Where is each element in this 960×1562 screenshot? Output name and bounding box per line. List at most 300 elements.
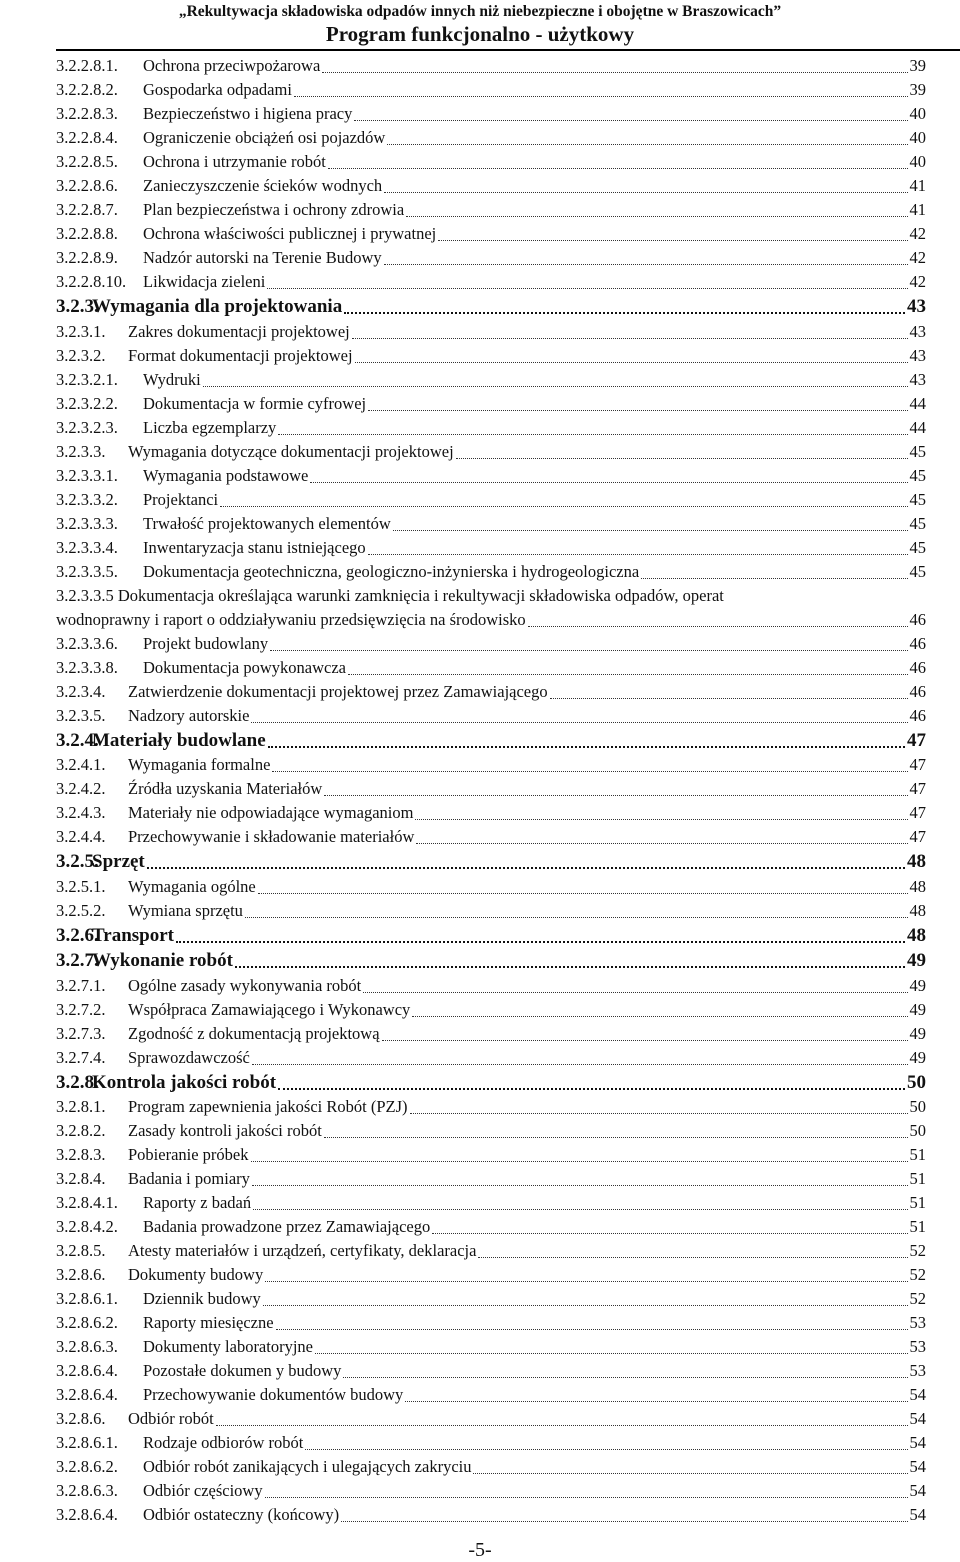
toc-entry[interactable] (56, 1239, 926, 1263)
toc-entry-page: 49 (909, 1047, 926, 1067)
dot-leader (438, 240, 907, 241)
toc-entry-page: 45 (909, 441, 926, 461)
toc-entry-title: Dokumenty budowy (128, 1265, 264, 1284)
toc-entry-page: 48 (909, 900, 926, 920)
toc-entry[interactable] (56, 78, 926, 102)
dot-leader (387, 144, 907, 145)
toc-entry[interactable] (56, 1383, 926, 1407)
toc-entry-number: 3.2.3.3.8. (56, 657, 118, 677)
dot-leader (641, 578, 907, 579)
toc-entry-title: Likwidacja zieleni (143, 272, 266, 291)
toc-entry[interactable] (56, 1022, 926, 1046)
toc-entry-page: 45 (909, 537, 926, 557)
toc-entry-number: 3.2.6. (56, 924, 99, 946)
dot-leader (478, 1257, 907, 1258)
toc-entry-page: 43 (909, 369, 926, 389)
toc-entry[interactable] (56, 825, 926, 849)
dot-leader (322, 72, 907, 73)
toc-entry[interactable] (56, 1335, 926, 1359)
dot-leader (416, 843, 907, 844)
dot-leader (410, 1113, 908, 1114)
toc-entry-page: 42 (909, 272, 926, 291)
toc-entry-page: 52 (909, 1265, 926, 1284)
toc-entry-page: 50 (909, 1121, 926, 1140)
toc-entry-number: 3.2.3.3.6. (56, 633, 118, 653)
toc-entry[interactable] (56, 1095, 926, 1119)
toc-entry-page: 45 (909, 465, 926, 485)
dot-leader (550, 698, 908, 699)
toc-entry-title: Materiały budowlane (92, 729, 266, 751)
toc-entry-title: Dziennik budowy (143, 1289, 261, 1308)
toc-entry-title: Zgodność z dokumentacją projektową (128, 1023, 380, 1043)
toc-entry[interactable] (56, 198, 926, 222)
toc-entry-number: 3.2.3.2. (56, 345, 106, 365)
toc-entry-title: Atesty materiałów i urządzeń, certyfikaty, deklaracja (128, 1241, 477, 1260)
toc-entry-page: 40 (909, 104, 926, 123)
toc-entry[interactable] (56, 704, 926, 728)
toc-entry-number: 3.2.2.8.3. (56, 104, 118, 123)
dot-leader (412, 1016, 907, 1017)
dot-leader (382, 1040, 908, 1041)
toc-entry-title: Sprzęt (92, 851, 145, 872)
toc-entry[interactable] (56, 1287, 926, 1311)
toc-entry-title: wodnoprawny i raport o oddziaływaniu przedsięwzięcia na środowisko (56, 609, 526, 629)
dot-leader (251, 722, 907, 723)
toc-entry-page: 54 (909, 1481, 926, 1500)
toc-entry[interactable] (56, 344, 926, 368)
dot-leader (270, 650, 907, 651)
toc-entry-page: 48 (909, 876, 926, 896)
toc-entry-page: 44 (909, 417, 926, 437)
toc-entry-page: 54 (909, 1505, 926, 1524)
dot-leader (310, 482, 907, 483)
toc-entry-number: 3.2.7. (56, 950, 99, 971)
toc-entry-page: 45 (909, 489, 926, 509)
dot-leader (456, 458, 908, 459)
toc-entry[interactable] (56, 54, 926, 78)
toc-entry-title: Wymiana sprzętu (128, 900, 243, 920)
toc-entry[interactable] (56, 1070, 926, 1096)
dot-leader (315, 1353, 908, 1354)
toc-entry-number: 3.2.3.2.3. (56, 417, 118, 437)
toc-entry[interactable] (56, 1263, 926, 1287)
toc-entry-page: 48 (907, 924, 926, 946)
toc-entry[interactable] (56, 150, 926, 174)
toc-entry-page: 45 (909, 561, 926, 581)
toc-entry-number: 3.2.8.6.3. (56, 1337, 118, 1356)
dot-leader (363, 992, 907, 993)
toc-entry-number: 3.2.4.1. (56, 755, 106, 774)
toc-entry-page: 46 (909, 705, 926, 725)
toc-entry-title: Wymagania formalne (128, 755, 271, 774)
toc-entry[interactable] (56, 899, 926, 923)
toc-entry-title: Badania i pomiary (128, 1169, 250, 1188)
toc-entry-title: Projektanci (143, 489, 219, 509)
toc-entry[interactable] (56, 1311, 926, 1335)
dot-leader (354, 120, 907, 121)
toc-entry-title: Format dokumentacji projektowej (128, 345, 353, 365)
toc-entry[interactable] (56, 536, 926, 560)
toc-entry[interactable] (56, 1143, 926, 1167)
toc-entry-title: Transport (92, 924, 174, 946)
toc-entry-number: 3.2.3.2.2. (56, 393, 118, 413)
toc-entry-page: 46 (909, 681, 926, 701)
dot-leader (278, 1088, 905, 1090)
dot-leader (348, 674, 908, 675)
toc-entry-number: 3.2.2.8.6. (56, 176, 118, 195)
toc-entry-title: Wymagania podstawowe (143, 465, 309, 485)
dot-leader (343, 1377, 907, 1378)
toc-entry[interactable] (56, 1455, 926, 1479)
toc-entry[interactable] (56, 512, 926, 536)
toc-entry-number: 3.2.3.3.4. (56, 537, 118, 557)
toc-entry-page: 47 (909, 827, 926, 846)
dot-leader (216, 1425, 908, 1426)
toc-entry-title: Plan bezpieczeństwa i ochrony zdrowia (143, 200, 405, 219)
toc-entry-number: 3.2.8. (56, 1071, 99, 1093)
toc-entry[interactable] (56, 801, 926, 825)
toc-entry-number: 3.2.2.8.10. (56, 272, 127, 291)
toc-entry-number: 3.2.2.8.2. (56, 80, 118, 99)
dot-leader (384, 264, 908, 265)
toc-entry[interactable] (56, 1119, 926, 1143)
toc-entry-number: 3.2.4. (56, 729, 99, 751)
toc-entry[interactable] (56, 1359, 926, 1383)
toc-entry-page: 53 (909, 1337, 926, 1356)
toc-entry-page: 43 (909, 321, 926, 341)
toc-entry[interactable] (56, 998, 926, 1022)
toc-entry-page: 47 (907, 729, 926, 751)
toc-entry-page: 42 (909, 248, 926, 267)
toc-entry-title: Pozostałe dokumen y budowy (143, 1361, 342, 1380)
dot-leader (393, 530, 908, 531)
toc-entry[interactable] (56, 923, 926, 949)
toc-entry[interactable] (56, 1503, 926, 1527)
toc-entry-number: 3.2.3.4. (56, 681, 106, 701)
toc-entry-page: 53 (909, 1361, 926, 1380)
toc-entry[interactable] (56, 560, 926, 584)
toc-entry[interactable] (56, 246, 926, 270)
toc-entry-number: 3.2.3.3.3. (56, 513, 118, 533)
toc-entry[interactable] (56, 416, 926, 440)
toc-entry-page: 52 (909, 1241, 926, 1260)
toc-entry[interactable] (56, 368, 926, 392)
toc-entry-number: 3.2.3.3.5. (56, 561, 118, 581)
toc-entry[interactable] (56, 294, 926, 320)
toc-entry-page: 39 (909, 80, 926, 99)
toc-entry-number: 3.2.5. (56, 851, 99, 872)
toc-entry[interactable] (56, 1167, 926, 1191)
toc-entry-number: 3.2.5.2. (56, 900, 106, 920)
toc-entry[interactable] (56, 222, 926, 246)
toc-entry-number: 3.2.4.4. (56, 827, 106, 846)
toc-entry-title: Wymagania dotyczące dokumentacji projektowej (128, 441, 454, 461)
toc-entry-number: 3.2.5.1. (56, 876, 106, 896)
toc-entry-number: 3.2.3.1. (56, 321, 106, 341)
toc-entry-title: Odbiór częściowy (143, 1481, 263, 1500)
dot-leader (344, 312, 905, 314)
toc-entry-number: 3.2.2.8.1. (56, 56, 118, 75)
toc-entry-title: Źródła uzyskania Materiałów (128, 779, 323, 798)
dot-leader (258, 893, 908, 894)
toc-entry[interactable] (56, 656, 926, 680)
toc-entry-number: 3.2.3.3.2. (56, 489, 118, 509)
toc-entry[interactable] (56, 488, 926, 512)
toc-entry-number: 3.2.8.6.1. (56, 1289, 118, 1308)
toc-entry-title: Badania prowadzone przez Zamawiającego (143, 1217, 431, 1236)
toc-entry-page: 46 (909, 657, 926, 677)
dot-leader (352, 338, 908, 339)
dot-leader (384, 192, 907, 193)
toc-entry-page: 45 (909, 513, 926, 533)
toc-entry-title: Przechowywanie dokumentów budowy (143, 1385, 404, 1404)
toc-entry-page: 46 (909, 633, 926, 653)
toc-entry-number: 3.2.3.2.1. (56, 369, 118, 389)
dot-leader (203, 386, 908, 387)
toc-entry-number: 3.2.2.8.5. (56, 152, 118, 171)
toc-entry-number: 3.2.8.2. (56, 1121, 106, 1140)
toc-entry-title: Zatwierdzenie dokumentacji projektowej przez Zamawiającego (128, 681, 548, 701)
toc-entry-number: 3.2.8.5. (56, 1241, 106, 1260)
toc-entry-page: 49 (909, 975, 926, 995)
dot-leader (245, 917, 908, 918)
toc-entry[interactable] (56, 1215, 926, 1239)
toc-entry-title: Ochrona przeciwpożarowa (143, 56, 321, 75)
toc-entry-number: 3.2.4.3. (56, 803, 106, 822)
dot-leader (235, 966, 905, 968)
dot-leader (265, 1497, 908, 1498)
toc-entry-title: Pobieranie próbek (128, 1145, 249, 1164)
toc-entry-title: Wymagania ogólne (128, 876, 256, 896)
toc-entry-number: 3.2.8.4. (56, 1169, 106, 1188)
toc-entry-page: 43 (907, 296, 926, 317)
dot-leader (406, 216, 907, 217)
toc-entry-title: Odbiór robót (128, 1409, 214, 1428)
toc-entry-number: 3.2.8.6.4. (56, 1385, 118, 1404)
toc-entry[interactable] (56, 464, 926, 488)
dot-leader (253, 1209, 907, 1210)
toc-entry-page: 49 (909, 1023, 926, 1043)
toc-entry-title: Zasady kontroli jakości robót (128, 1121, 322, 1140)
toc-entry-title: Nadzory autorskie (128, 705, 250, 725)
toc-entry-title: Dokumenty laboratoryjne (143, 1337, 313, 1356)
toc-entry[interactable] (56, 174, 926, 198)
toc-entry[interactable] (56, 1479, 926, 1503)
dot-leader (147, 867, 905, 869)
toc-entry-page: 40 (909, 152, 926, 171)
toc-entry-page: 43 (909, 345, 926, 365)
toc-entry-title: Sprawozdawczość (128, 1047, 250, 1067)
toc-entry-page: 41 (909, 200, 926, 219)
toc-entry-number: 3.2.2.8.8. (56, 224, 118, 243)
toc-entry[interactable] (56, 632, 926, 656)
toc-entry-number: 3.2.8.3. (56, 1145, 106, 1164)
toc-entry-title: Liczba egzemplarzy (143, 417, 277, 437)
toc-entry-title: Wykonanie robót (92, 950, 233, 971)
toc-entry-page: 39 (909, 56, 926, 75)
toc-entry-title: Kontrola jakości robót (92, 1071, 277, 1093)
toc-entry-title: Projekt budowlany (143, 633, 269, 653)
toc-entry-page: 50 (907, 1071, 926, 1093)
toc-entry[interactable] (56, 126, 926, 150)
dot-leader (415, 819, 907, 820)
dot-leader (267, 288, 907, 289)
toc-entry-page: 54 (909, 1457, 926, 1476)
toc-entry-title: Program zapewnienia jakości Robót (PZJ) (128, 1097, 408, 1116)
toc-entry-title: Gospodarka odpadami (143, 80, 292, 99)
toc-entry[interactable] (56, 948, 926, 974)
toc-entry-title: Współpraca Zamawiającego i Wykonawcy (128, 999, 411, 1019)
toc-entry-number: 3.2.8.6. (56, 1265, 106, 1284)
toc-entry-number: 3.2.3. (56, 296, 99, 317)
toc-entry[interactable] (56, 1431, 926, 1455)
toc-entry-title: Odbiór ostateczny (końcowy) (143, 1505, 340, 1524)
toc-entry-title: Inwentaryzacja stanu istniejącego (143, 537, 366, 557)
toc-entry-title: Ogólne zasady wykonywania robót (128, 975, 362, 995)
toc-entry-number: 3.2.8.6.1. (56, 1433, 118, 1452)
toc-entry-title: Dokumentacja geotechniczna, geologiczno-inżynierska i hydrogeologiczna (143, 561, 640, 581)
toc-entry-page: 47 (909, 803, 926, 822)
toc-entry-page: 51 (909, 1145, 926, 1164)
toc-entry-title: Odbiór robót zanikających i ulegających zakryciu (143, 1457, 472, 1476)
dot-leader (324, 1137, 908, 1138)
dot-leader (341, 1521, 907, 1522)
dot-leader (405, 1401, 907, 1402)
toc-entry-page: 47 (909, 755, 926, 774)
dot-leader (252, 1185, 908, 1186)
toc-entry-number: 3.2.8.6. (56, 1409, 106, 1428)
toc-entry-number: 3.2.7.3. (56, 1023, 106, 1043)
toc-entry[interactable] (56, 440, 926, 464)
toc-entry-page: 41 (909, 176, 926, 195)
toc-entry-page: 47 (909, 779, 926, 798)
dot-leader (265, 1281, 907, 1282)
toc-entry-title: Nadzór autorski na Terenie Budowy (143, 248, 382, 267)
toc-entry-page: 48 (907, 851, 926, 872)
toc-entry-title: Ochrona właściwości publicznej i prywatnej (143, 224, 437, 243)
toc-entry-title: Wydruki (143, 369, 201, 389)
toc-entry-number: 3.2.7.4. (56, 1047, 106, 1067)
toc-entry-number: 3.2.2.8.9. (56, 248, 118, 267)
toc-entry-number: 3.2.8.6.2. (56, 1457, 118, 1476)
toc-entry-title: Przechowywanie i składowanie materiałów (128, 827, 415, 846)
toc-entry-page: 49 (907, 950, 926, 971)
toc-entry-title: Raporty miesięczne (143, 1313, 274, 1332)
dot-leader (432, 1233, 907, 1234)
toc-entry-number: 3.2.8.6.4. (56, 1505, 118, 1524)
toc-entry-page: 54 (909, 1385, 926, 1404)
toc-entry-page: 46 (909, 609, 926, 629)
toc-entry-title: Dokumentacja powykonawcza (143, 657, 346, 677)
dot-leader (176, 941, 905, 943)
dot-leader (294, 96, 908, 97)
toc-entry-page: 44 (909, 393, 926, 413)
toc-entry-title: Rodzaje odbiorów robót (143, 1433, 304, 1452)
dot-leader (528, 626, 908, 627)
toc-entry-number: 3.2.3.3. (56, 441, 106, 461)
dot-leader (268, 746, 905, 748)
dot-leader (328, 168, 908, 169)
toc-entry-number: 3.2.8.6.4. (56, 1361, 118, 1380)
toc-entry[interactable] (56, 1407, 926, 1431)
toc-entry-page: 49 (909, 999, 926, 1019)
toc-entry[interactable] (56, 1191, 926, 1215)
toc-entry[interactable] (56, 849, 926, 875)
toc-entry[interactable] (56, 270, 926, 294)
toc-entry-page: 40 (909, 128, 926, 147)
dot-leader (276, 1329, 908, 1330)
toc-entry-number: 3.2.7.1. (56, 975, 106, 995)
toc-entry-title: Bezpieczeństwo i higiena pracy (143, 104, 353, 123)
toc-entry[interactable] (56, 753, 926, 777)
dot-leader (251, 1161, 908, 1162)
toc-entry-page: 52 (909, 1289, 926, 1308)
dot-leader (263, 1305, 908, 1306)
toc-entry-title: Raporty z badań (143, 1193, 252, 1212)
toc-entry[interactable] (56, 392, 926, 416)
dot-leader (355, 362, 908, 363)
dot-leader (252, 1064, 908, 1065)
page-number: -5- (468, 1539, 492, 1561)
dot-leader (324, 795, 907, 796)
dot-leader (278, 434, 907, 435)
toc-entry-title: Dokumentacja w formie cyfrowej (143, 393, 367, 413)
toc-entry-number: 3.2.7.2. (56, 999, 106, 1019)
toc-entry-title: 3.2.3.3.5 Dokumentacja określająca warunki zamknięcia i rekultywacji składowiska odpadów, operat (56, 585, 724, 605)
toc-entry-number: 3.2.8.1. (56, 1097, 106, 1116)
toc-entry[interactable] (56, 777, 926, 801)
toc-entry[interactable] (56, 1046, 926, 1070)
toc-entry-number: 3.2.8.6.2. (56, 1313, 118, 1332)
toc-entry-title: Zanieczyszczenie ścieków wodnych (143, 176, 383, 195)
toc-entry-number: 3.2.8.4.2. (56, 1217, 118, 1236)
toc-entry-page: 53 (909, 1313, 926, 1332)
dot-leader (368, 554, 908, 555)
toc-entry[interactable] (56, 680, 926, 704)
toc-entry[interactable] (56, 584, 926, 632)
toc-entry-title: Ochrona i utrzymanie robót (143, 152, 326, 171)
toc-entry-page: 50 (909, 1097, 926, 1116)
toc-entry[interactable] (56, 320, 926, 344)
toc-entry-number: 3.2.4.2. (56, 779, 106, 798)
toc-entry[interactable] (56, 102, 926, 126)
toc-entry-title: Wymagania dla projektowania (92, 296, 343, 317)
toc-entry-page: 54 (909, 1409, 926, 1428)
toc-entry-number: 3.2.8.6.3. (56, 1481, 118, 1500)
document-title: „Rekultywacja składowiska odpadów innych niż niebezpieczne i obojętne w Braszowicach” (178, 3, 782, 20)
toc-entry-number: 3.2.3.3.1. (56, 465, 118, 485)
toc-entry-number: 3.2.3.5. (56, 705, 106, 725)
toc-entry-page: 54 (909, 1433, 926, 1452)
toc-entry-page: 51 (909, 1217, 926, 1236)
toc-entry-number: 3.2.2.8.7. (56, 200, 118, 219)
toc-entry[interactable] (56, 974, 926, 998)
toc-entry-page: 51 (909, 1193, 926, 1212)
toc-entry-title: Materiały nie odpowiadające wymaganiom (128, 803, 414, 822)
toc-entry[interactable] (56, 728, 926, 754)
toc-entry-number: 3.2.2.8.4. (56, 128, 118, 147)
dot-leader (368, 410, 907, 411)
dot-leader (305, 1449, 907, 1450)
dot-leader (272, 771, 907, 772)
toc-entry-page: 42 (909, 224, 926, 243)
toc-entry-number: 3.2.8.4.1. (56, 1193, 118, 1212)
toc-entry-page: 51 (909, 1169, 926, 1188)
toc-entry[interactable] (56, 875, 926, 899)
toc-entry-title: Ograniczenie obciążeń osi pojazdów (143, 128, 386, 147)
toc-entry-title: Zakres dokumentacji projektowej (128, 321, 350, 341)
dot-leader (473, 1473, 907, 1474)
